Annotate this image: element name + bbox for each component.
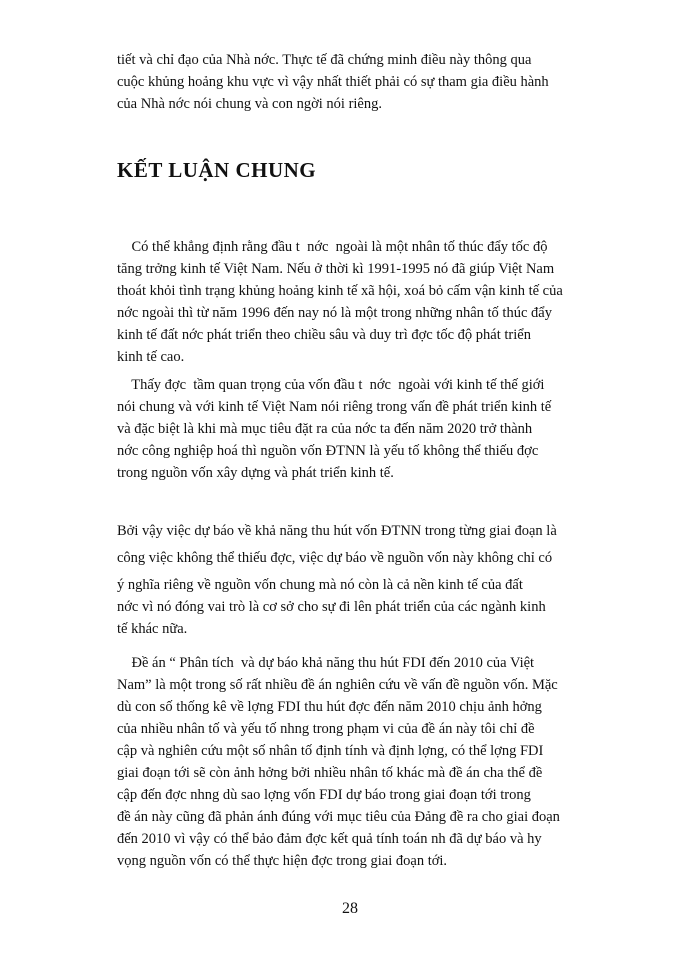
page-number: 28 (342, 900, 358, 917)
paragraph-5 (117, 652, 597, 872)
text-line: dù con số thống kê về lợng FDI thu hút đợc đến năm 2010 chịu ảnh hởng (117, 699, 542, 715)
text-line: đến 2010 vì vậy có thể bảo đảm đợc kết quả tính toán nh đã dự báo và hy (117, 831, 542, 847)
text-line: tăng trởng kinh tế Việt Nam. Nếu ở thời kì 1991-1995 nó đã giúp Việt Nam (117, 261, 555, 277)
paragraph-3 (117, 518, 597, 599)
paragraph-intro (117, 49, 597, 115)
text-line: Đề án “ Phân tích và dự báo khả năng thu hút FDI đến 2010 của Việt (117, 655, 535, 671)
text-line: Nam” là một trong số rất nhiều đề án nghiên cứu về vấn đề nguồn vốn. Mặc (117, 677, 558, 693)
text-line: Có thể khẳng định rằng đầu t nớc ngoài là một nhân tố thúc đẩy tốc độ (117, 239, 548, 255)
text-line: đề án này cũng đã phản ánh đúng với mục tiêu của Đảng đề ra cho giai đoạn (117, 809, 560, 825)
section-heading: KẾT LUẬN CHUNG (117, 158, 317, 182)
text-line: thoát khỏi tình trạng khủng hoảng kinh tế xã hội, xoá bỏ cấm vận kinh tế của (117, 283, 563, 299)
text-line: Bởi vậy việc dự báo về khả năng thu hút vốn ĐTNN trong từng giai đoạn là (117, 523, 557, 539)
text-line: cuộc khủng hoảng khu vực vì vậy nhất thiết phải có sự tham gia điều hành (117, 74, 549, 90)
text-line: cập và nghiên cứu một số nhân tố định tính và định lợng, có thể lợng FDI (117, 743, 544, 759)
text-line: của nhiều nhân tố và yếu tố nhng trong phạm vi của đề án này tôi chỉ đề (117, 721, 535, 737)
text-line: kinh tế cao. (117, 349, 185, 365)
text-line: nớc vì nó đóng vai trò là cơ sở cho sự đi lên phát triển của các ngành kinh (117, 599, 546, 615)
text-line: tiết và chỉ đạo của Nhà nớc. Thực tế đã chứng minh điều này thông qua (117, 52, 532, 68)
text-line: tế khác nữa. (117, 621, 188, 637)
text-line: kinh tế đất nớc phát triển theo chiều sâu và duy trì đợc tốc độ phát triển (117, 327, 531, 343)
paragraph-2 (117, 374, 597, 484)
text-line: Thấy đợc tầm quan trọng của vốn đầu t nớc ngoài với kinh tế thế giới (117, 377, 545, 393)
text-line: cập đến đợc nhng dù sao lợng vốn FDI dự báo trong giai đoạn tới trong (117, 787, 531, 803)
text-line: của Nhà nớc nói chung và con ngời nói riêng. (117, 96, 382, 112)
text-line: ý nghĩa riêng về nguồn vốn chung mà nó còn là cả nền kinh tế của đất (117, 577, 523, 593)
text-line: nớc công nghiệp hoá thì nguồn vốn ĐTNN là yếu tố không thể thiếu đợc (117, 443, 539, 459)
text-line: giai đoạn tới sẽ còn ảnh hởng bởi nhiều nhân tố khác mà đề án cha thể đề (117, 765, 543, 781)
paragraph-4 (117, 596, 597, 640)
text-line: nói chung và với kinh tế Việt Nam nói riêng trong vấn đề phát triển kinh tế (117, 399, 552, 415)
paragraph-1 (117, 236, 597, 368)
text-line: vọng nguồn vốn có thể thực hiện đợc trong giai đoạn tới. (117, 853, 448, 869)
text-line: trong nguồn vốn xây dựng và phát triển kinh tế. (117, 465, 394, 481)
text-line: công việc không thể thiếu đợc, việc dự báo về nguồn vốn này không chỉ có (117, 550, 553, 566)
text-line: và đặc biệt là khi mà mục tiêu đặt ra của nớc ta đến năm 2020 trở thành (117, 421, 533, 437)
text-line: nớc ngoài thì từ năm 1996 đến nay nó là một trong những nhân tố thúc đẩy (117, 305, 552, 321)
